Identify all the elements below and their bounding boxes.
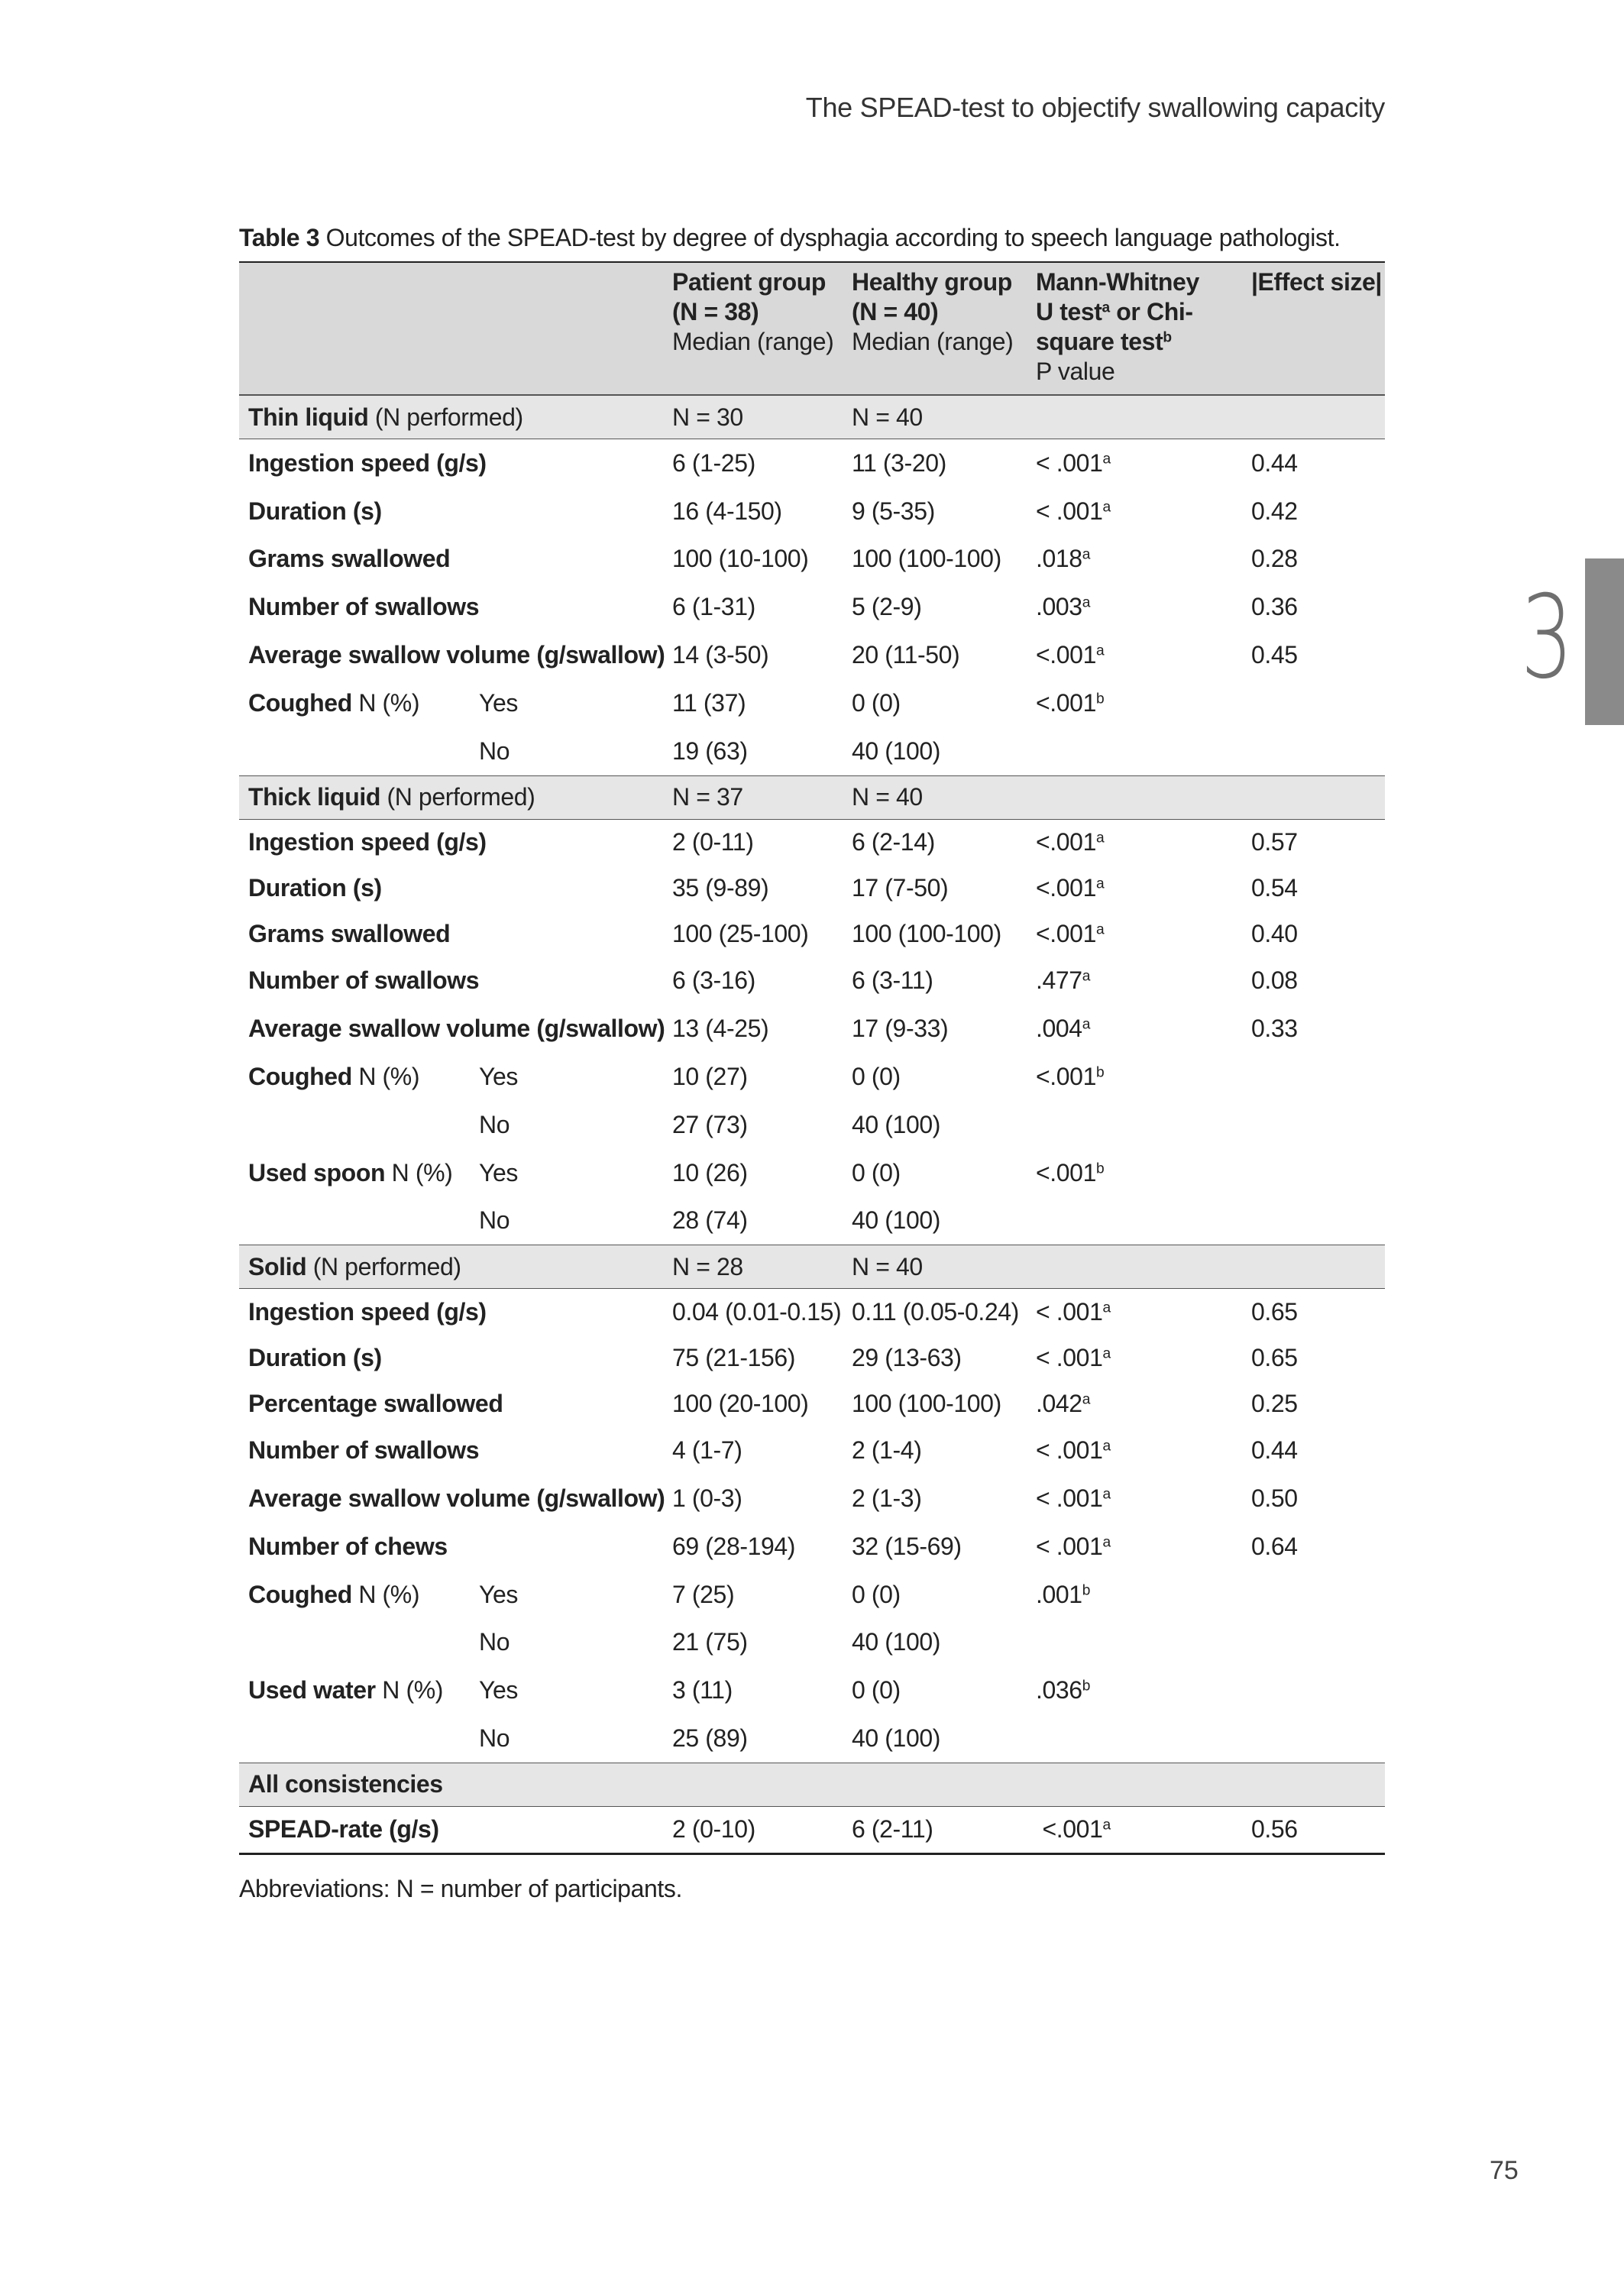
p-value: .036$^b$ (1036, 1676, 1090, 1704)
running-head: The SPEAD-test to objectify swallowing capacity (805, 92, 1385, 123)
p-value: .003$^a$ (1036, 593, 1090, 621)
patient-value: 35 (9-89) (672, 874, 769, 902)
header-row (239, 262, 1385, 395)
table-row (239, 819, 1385, 866)
healthy-value: 100 (100-100) (852, 1389, 1001, 1417)
patient-value: 1 (0-3) (672, 1484, 742, 1513)
header-healthy-n: (N = 40) (852, 298, 939, 325)
table-row (239, 1381, 1385, 1426)
table-row (239, 631, 1385, 679)
row-label: Number of swallows (248, 966, 480, 995)
section-title: Solid (N performed) (239, 1245, 663, 1289)
p-value: .042$^a$ (1036, 1389, 1090, 1417)
header-healthy-stat: Median (range) (852, 328, 1014, 355)
row-label: Grams swallowed (248, 545, 451, 573)
healthy-value: 6 (3-11) (852, 966, 933, 995)
effect-size: 0.33 (1251, 1015, 1298, 1043)
patient-value: 2 (0-11) (672, 828, 754, 856)
healthy-value: 20 (11-50) (852, 641, 960, 669)
healthy-value: 0 (0) (852, 688, 901, 717)
effect-size: 0.65 (1251, 1297, 1298, 1326)
p-value: <.001$^b$ (1036, 688, 1105, 717)
header-patient-stat: Median (range) (672, 328, 834, 355)
section-solid (239, 1245, 1385, 1289)
patient-value: 10 (27) (672, 1063, 748, 1091)
chapter-tab (1585, 558, 1624, 725)
header-patient-group (663, 262, 843, 395)
effect-size: 0.56 (1251, 1815, 1298, 1844)
patient-value: 27 (73) (672, 1110, 748, 1138)
row-label: Ingestion speed (g/s) (248, 828, 487, 856)
section-healthy-n: N = 40 (843, 395, 1027, 439)
healthy-value: 40 (100) (852, 1628, 940, 1656)
row-sublabel: Yes (479, 688, 519, 717)
healthy-value: 2 (1-3) (852, 1484, 922, 1513)
row-label: Used water N (%) (248, 1676, 444, 1704)
header-healthy-group (843, 262, 1027, 395)
section-patient-n: N = 28 (663, 1245, 843, 1289)
row-label: Ingestion speed (g/s) (248, 448, 487, 477)
table-row-coughed-no (239, 1619, 1385, 1667)
healthy-value: 0.11 (0.05-0.24) (852, 1297, 1019, 1326)
table-row-coughed-yes (239, 1053, 1385, 1101)
header-patient-n: (N = 38) (672, 298, 759, 325)
healthy-value: 11 (3-20) (852, 448, 946, 477)
row-label: Coughed N (%) (248, 1063, 420, 1091)
row-label: SPEAD-rate (g/s) (248, 1815, 439, 1844)
p-value: <.001$^a$ (1036, 828, 1105, 856)
patient-value: 100 (10-100) (672, 545, 809, 573)
page-number: 75 (1490, 2156, 1519, 2185)
section-title: Thick liquid (N performed) (239, 775, 663, 819)
healthy-value: 0 (0) (852, 1063, 901, 1091)
header-test (1027, 262, 1242, 395)
patient-value: 75 (21-156) (672, 1343, 796, 1371)
healthy-value: 0 (0) (852, 1158, 901, 1186)
row-label: Duration (s) (248, 497, 382, 525)
patient-value: 3 (11) (672, 1676, 733, 1704)
p-value: .001$^b$ (1036, 1580, 1090, 1608)
patient-value: 69 (28-194) (672, 1532, 796, 1560)
table-row (239, 439, 1385, 487)
row-label: Duration (s) (248, 1343, 382, 1371)
table-row-spoon-no (239, 1197, 1385, 1245)
p-value: <.001$^a$ (1036, 1815, 1111, 1844)
patient-value: 6 (1-25) (672, 448, 755, 477)
effect-size: 0.36 (1251, 593, 1298, 621)
header-healthy-title: Healthy group (852, 268, 1012, 296)
caption-text: Outcomes of the SPEAD-test by degree of dysphagia according to speech language pathologist. (319, 224, 1341, 251)
table-row (239, 1426, 1385, 1475)
patient-value: 25 (89) (672, 1724, 748, 1753)
effect-size: 0.28 (1251, 545, 1298, 573)
row-sublabel: No (479, 1206, 510, 1235)
effect-size: 0.25 (1251, 1389, 1298, 1417)
patient-value: 7 (25) (672, 1580, 735, 1608)
p-value: < .001$^a$ (1036, 497, 1111, 525)
table-row-water-yes (239, 1666, 1385, 1714)
patient-value: 11 (37) (672, 688, 746, 717)
p-value: <.001$^a$ (1036, 874, 1105, 902)
chapter-number: 3 (1520, 571, 1573, 704)
row-label: Grams swallowed (248, 920, 451, 948)
table-row-coughed-yes (239, 1571, 1385, 1619)
row-label: Number of swallows (248, 1436, 480, 1465)
row-sublabel: No (479, 1110, 510, 1138)
header-patient-title: Patient group (672, 268, 827, 296)
patient-value: 4 (1-7) (672, 1436, 742, 1465)
row-sublabel: No (479, 736, 510, 765)
healthy-value: 17 (9-33) (852, 1015, 949, 1043)
table-footnote: Abbreviations: N = number of participants. (239, 1875, 682, 1902)
row-label: Ingestion speed (g/s) (248, 1297, 487, 1326)
p-value: < .001$^a$ (1036, 1484, 1111, 1513)
table-row-coughed-no (239, 1101, 1385, 1149)
patient-value: 2 (0-10) (672, 1815, 755, 1844)
healthy-value: 0 (0) (852, 1580, 901, 1608)
effect-size: 0.57 (1251, 828, 1298, 856)
p-value: < .001$^a$ (1036, 1343, 1111, 1371)
table-row (239, 487, 1385, 536)
row-sublabel: Yes (479, 1580, 519, 1608)
patient-value: 14 (3-50) (672, 641, 769, 669)
row-label: Used spoon N (%) (248, 1158, 453, 1186)
caption-label: Table 3 (239, 224, 320, 251)
healthy-value: 100 (100-100) (852, 545, 1001, 573)
row-label: Percentage swallowed (248, 1389, 503, 1417)
row-sublabel: Yes (479, 1676, 519, 1704)
p-value: <.001$^a$ (1036, 920, 1105, 948)
row-label: Average swallow volume (g/swallow) (248, 641, 665, 669)
table-caption (239, 224, 1385, 252)
patient-value: 13 (4-25) (672, 1015, 769, 1043)
row-label: Duration (s) (248, 874, 382, 902)
effect-size: 0.40 (1251, 920, 1298, 948)
row-label: Number of swallows (248, 593, 480, 621)
header-test-line1: Mann-Whitney (1036, 268, 1199, 296)
p-value: < .001$^a$ (1036, 1297, 1111, 1326)
table-row-water-no (239, 1714, 1385, 1763)
p-value: .004$^a$ (1036, 1015, 1090, 1043)
row-sublabel: Yes (479, 1063, 519, 1091)
healthy-value: 2 (1-4) (852, 1436, 922, 1465)
p-value: < .001$^a$ (1036, 448, 1111, 477)
section-title: Thin liquid (N performed) (239, 395, 663, 439)
healthy-value: 40 (100) (852, 1206, 940, 1235)
section-title: All consistencies (239, 1763, 663, 1806)
healthy-value: 29 (13-63) (852, 1343, 962, 1371)
patient-value: 0.04 (0.01-0.15) (672, 1297, 842, 1326)
row-label: Coughed N (%) (248, 1580, 420, 1608)
table-row (239, 536, 1385, 584)
patient-value: 100 (25-100) (672, 920, 809, 948)
row-label: Coughed N (%) (248, 688, 420, 717)
patient-value: 19 (63) (672, 736, 748, 765)
table-row (239, 1335, 1385, 1381)
p-value: <.001$^b$ (1036, 1158, 1105, 1186)
patient-value: 100 (20-100) (672, 1389, 809, 1417)
effect-size: 0.50 (1251, 1484, 1298, 1513)
row-sublabel: No (479, 1724, 510, 1753)
table-row (239, 583, 1385, 631)
table-row (239, 1475, 1385, 1523)
patient-value: 6 (3-16) (672, 966, 755, 995)
section-patient-n: N = 37 (663, 775, 843, 819)
row-label: Average swallow volume (g/swallow) (248, 1015, 665, 1043)
healthy-value: 100 (100-100) (852, 920, 1001, 948)
row-label: Number of chews (248, 1532, 448, 1560)
patient-value: 16 (4-150) (672, 497, 782, 525)
healthy-value: 32 (15-69) (852, 1532, 962, 1560)
header-blank (239, 262, 663, 395)
table-row (239, 1523, 1385, 1571)
healthy-value: 9 (5-35) (852, 497, 935, 525)
healthy-value: 0 (0) (852, 1676, 901, 1704)
healthy-value: 17 (7-50) (852, 874, 949, 902)
table-row-coughed-yes (239, 679, 1385, 727)
effect-size: 0.08 (1251, 966, 1298, 995)
table-row (239, 1806, 1385, 1853)
p-value: <.001$^b$ (1036, 1063, 1105, 1091)
header-effect-size: |Effect size| (1242, 262, 1385, 395)
section-patient-n: N = 30 (663, 395, 843, 439)
effect-size: 0.64 (1251, 1532, 1298, 1560)
p-value: .477$^a$ (1036, 966, 1090, 995)
healthy-value: 6 (2-11) (852, 1815, 933, 1844)
outcomes-table (239, 261, 1385, 1855)
healthy-value: 5 (2-9) (852, 593, 922, 621)
effect-size: 0.45 (1251, 641, 1298, 669)
section-healthy-n: N = 40 (843, 775, 1027, 819)
section-all-consistencies (239, 1763, 1385, 1806)
patient-value: 28 (74) (672, 1206, 748, 1235)
healthy-value: 40 (100) (852, 1724, 940, 1753)
patient-value: 21 (75) (672, 1628, 748, 1656)
effect-size: 0.44 (1251, 448, 1298, 477)
effect-size: 0.65 (1251, 1343, 1298, 1371)
p-value: < .001$^a$ (1036, 1532, 1111, 1560)
effect-size: 0.44 (1251, 1436, 1298, 1465)
p-value: <.001$^a$ (1036, 641, 1105, 669)
table-row-coughed-no (239, 727, 1385, 775)
section-thick-liquid (239, 775, 1385, 819)
p-value: < .001$^a$ (1036, 1436, 1111, 1465)
effect-size: 0.54 (1251, 874, 1298, 902)
table-row (239, 1005, 1385, 1053)
table-row (239, 1289, 1385, 1335)
header-test-line3: square test$^b$ (1036, 328, 1172, 355)
row-sublabel: Yes (479, 1158, 519, 1186)
header-test-line2: U test$^a$ or Chi- (1036, 298, 1193, 325)
section-thin-liquid (239, 395, 1385, 439)
patient-value: 6 (1-31) (672, 593, 755, 621)
healthy-value: 40 (100) (852, 736, 940, 765)
table-row (239, 911, 1385, 957)
table-row (239, 957, 1385, 1005)
header-test-pvalue: P value (1036, 358, 1115, 385)
healthy-value: 40 (100) (852, 1110, 940, 1138)
section-healthy-n: N = 40 (843, 1245, 1027, 1289)
table-row-spoon-yes (239, 1149, 1385, 1197)
patient-value: 10 (26) (672, 1158, 748, 1186)
p-value: .018$^a$ (1036, 545, 1090, 573)
effect-size: 0.42 (1251, 497, 1298, 525)
healthy-value: 6 (2-14) (852, 828, 935, 856)
table-row (239, 866, 1385, 911)
row-label: Average swallow volume (g/swallow) (248, 1484, 665, 1513)
row-sublabel: No (479, 1628, 510, 1656)
